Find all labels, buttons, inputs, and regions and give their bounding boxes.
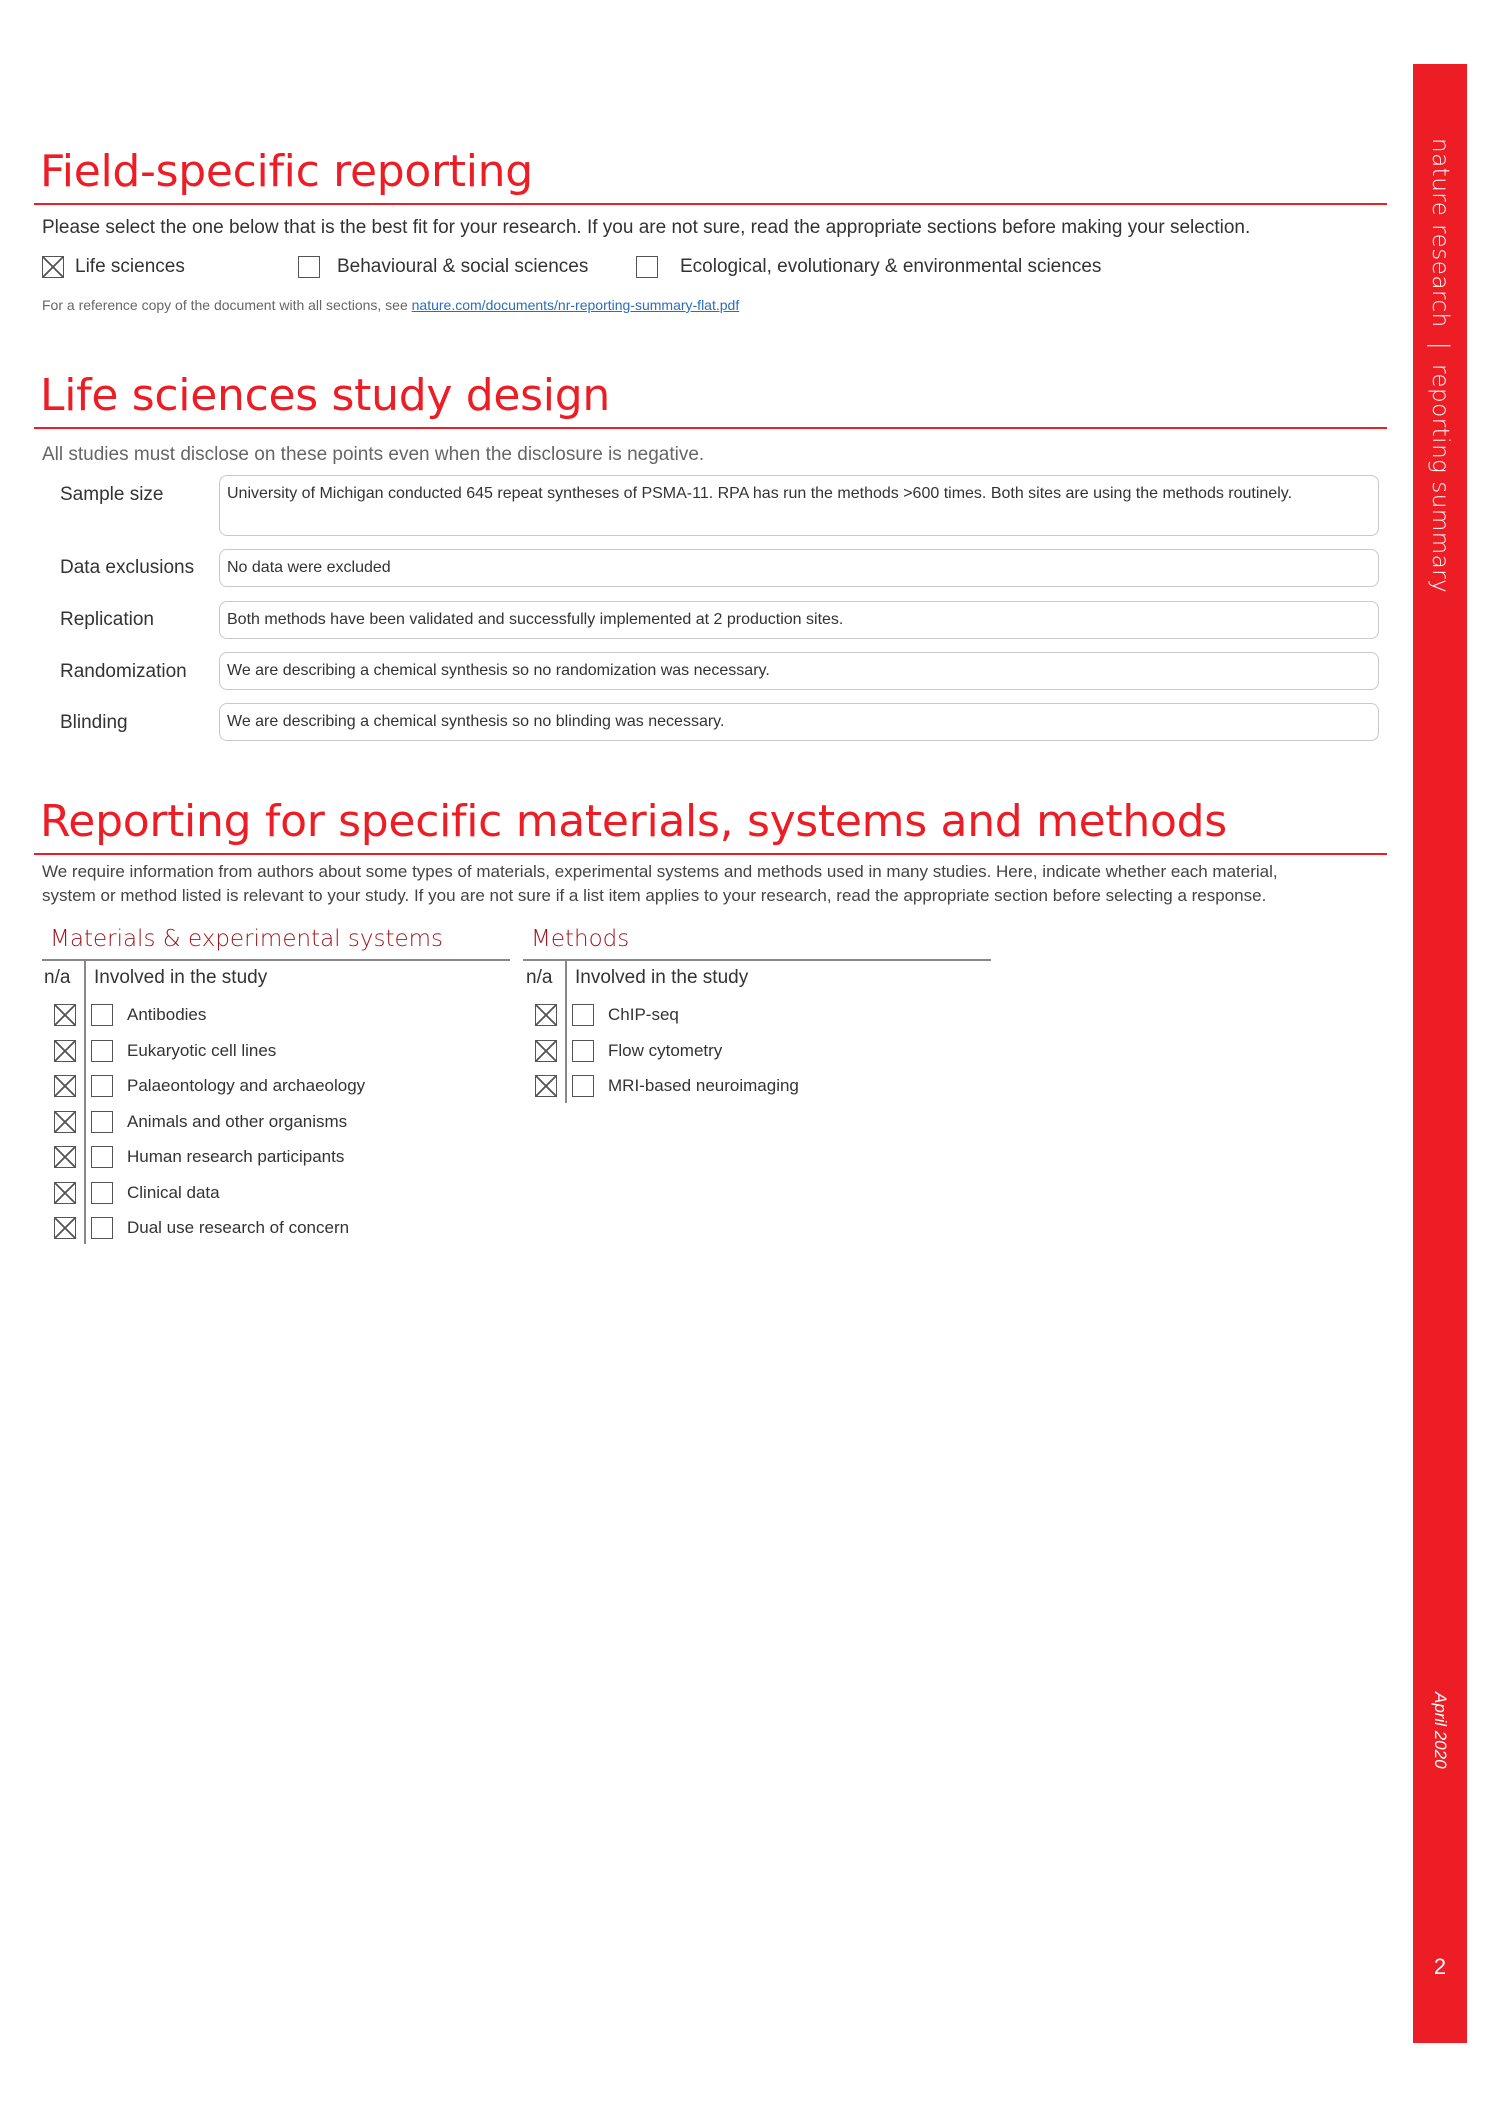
materials-involved-checkbox[interactable] [91, 1182, 113, 1204]
methods-na-checkbox[interactable] [535, 1040, 557, 1062]
materials-intro-line1: We require information from authors about some types of materials, experimental systems and methods used in many studies. Here, indicate whether each material, [42, 862, 1278, 881]
methods-item-label: ChIP-seq [608, 1005, 679, 1024]
materials-intro-line2: system or method listed is relevant to your study. If you are not sure if a list item applies to your research, read the appropriate section before selecting a response. [42, 886, 1267, 905]
section-rule [34, 427, 1387, 429]
methods-involved-checkbox[interactable] [572, 1004, 594, 1026]
blinding-label: Blinding [60, 712, 128, 733]
materials-involved-checkbox[interactable] [91, 1075, 113, 1097]
materials-item-label: Clinical data [127, 1182, 220, 1202]
materials-na-checkbox[interactable] [54, 1182, 76, 1204]
replication-answer[interactable]: Both methods have been validated and successfully implemented at 2 production sites. [219, 601, 1379, 639]
methods-involved-checkbox[interactable] [572, 1040, 594, 1062]
materials-involved-checkbox[interactable] [91, 1146, 113, 1168]
materials-involved-checkbox[interactable] [91, 1111, 113, 1133]
sidebar-title [1427, 138, 1453, 593]
materials-na-checkbox[interactable] [54, 1075, 76, 1097]
materials-na-checkbox[interactable] [54, 1111, 76, 1133]
methods-column-divider [565, 960, 567, 1103]
study-design-title: Life sciences study design [40, 370, 610, 421]
methods-item-label: MRI-based neuroimaging [608, 1076, 799, 1095]
materials-na-checkbox[interactable] [54, 1146, 76, 1168]
materials-item-label: Animals and other organisms [127, 1111, 348, 1131]
reference-prefix: For a reference copy of the document with all sections, see [42, 297, 412, 313]
methods-subheading: Methods [531, 926, 630, 952]
reference-link[interactable]: nature.com/documents/nr-reporting-summary-flat.pdf [411, 297, 740, 313]
life-sciences-checkbox[interactable] [42, 256, 64, 278]
materials-involved-checkbox[interactable] [91, 1040, 113, 1062]
ecological-checkbox[interactable] [636, 256, 658, 278]
materials-column-divider [84, 960, 86, 1244]
data-exclusions-label: Data exclusions [60, 557, 195, 578]
ecological-label: Ecological, evolutionary & environmental sciences [680, 256, 1102, 277]
methods-involved-checkbox[interactable] [572, 1075, 594, 1097]
behavioural-label: Behavioural & social sciences [337, 256, 589, 277]
materials-involved-checkbox[interactable] [91, 1217, 113, 1239]
materials-item-label: Dual use research of concern [127, 1218, 350, 1237]
materials-involved-checkbox[interactable] [91, 1004, 113, 1026]
section-rule [34, 853, 1387, 855]
blinding-answer[interactable]: We are describing a chemical synthesis so no blinding was necessary. [219, 703, 1379, 741]
materials-item-label: Human research participants [127, 1147, 345, 1166]
methods-involved-header: Involved in the study [575, 967, 749, 988]
materials-item-label: Antibodies [127, 1005, 207, 1024]
section-text: reporting summary [1427, 363, 1453, 594]
sidebar-date: April 2020 [1431, 1692, 1450, 1769]
materials-subheading: Materials & experimental systems [50, 926, 444, 952]
materials-item-label: Palaeontology and archaeology [127, 1076, 366, 1095]
materials-section-title: Reporting for specific materials, systems and methods [40, 796, 1227, 847]
reference-note [42, 297, 739, 313]
behavioural-checkbox[interactable] [298, 256, 320, 278]
methods-na-checkbox[interactable] [535, 1004, 557, 1026]
sample-size-label: Sample size [60, 484, 164, 505]
replication-label: Replication [60, 609, 154, 630]
materials-na-checkbox[interactable] [54, 1040, 76, 1062]
field-instruction: Please select the one below that is the best fit for your research. If you are not sure, read the appropriate sections before making your selection. [42, 217, 1251, 238]
study-design-intro: All studies must disclose on these points even when the disclosure is negative. [42, 444, 705, 465]
methods-na-checkbox[interactable] [535, 1075, 557, 1097]
section-rule [34, 203, 1387, 205]
divider: | [1427, 341, 1453, 350]
materials-item-label: Eukaryotic cell lines [127, 1040, 277, 1060]
randomization-answer[interactable]: We are describing a chemical synthesis so no randomization was necessary. [219, 652, 1379, 690]
life-sciences-label: Life sciences [75, 256, 185, 277]
data-exclusions-answer[interactable]: No data were excluded [219, 549, 1379, 587]
field-specific-title: Field-specific reporting [40, 146, 533, 197]
brand-text: nature research [1427, 138, 1453, 328]
materials-involved-header: Involved in the study [94, 967, 268, 988]
materials-subrule [42, 959, 510, 961]
methods-subrule [523, 959, 991, 961]
materials-na-header: n/a [44, 967, 71, 988]
methods-item-label: Flow cytometry [608, 1040, 723, 1060]
methods-na-header: n/a [526, 967, 553, 988]
materials-na-checkbox[interactable] [54, 1004, 76, 1026]
page-number: 2 [1433, 1954, 1447, 1979]
sample-size-answer[interactable]: University of Michigan conducted 645 repeat syntheses of PSMA-11. RPA has run the methods >600 times. Both sites are using the methods routinely. [219, 475, 1379, 536]
randomization-label: Randomization [60, 661, 187, 682]
materials-na-checkbox[interactable] [54, 1217, 76, 1239]
